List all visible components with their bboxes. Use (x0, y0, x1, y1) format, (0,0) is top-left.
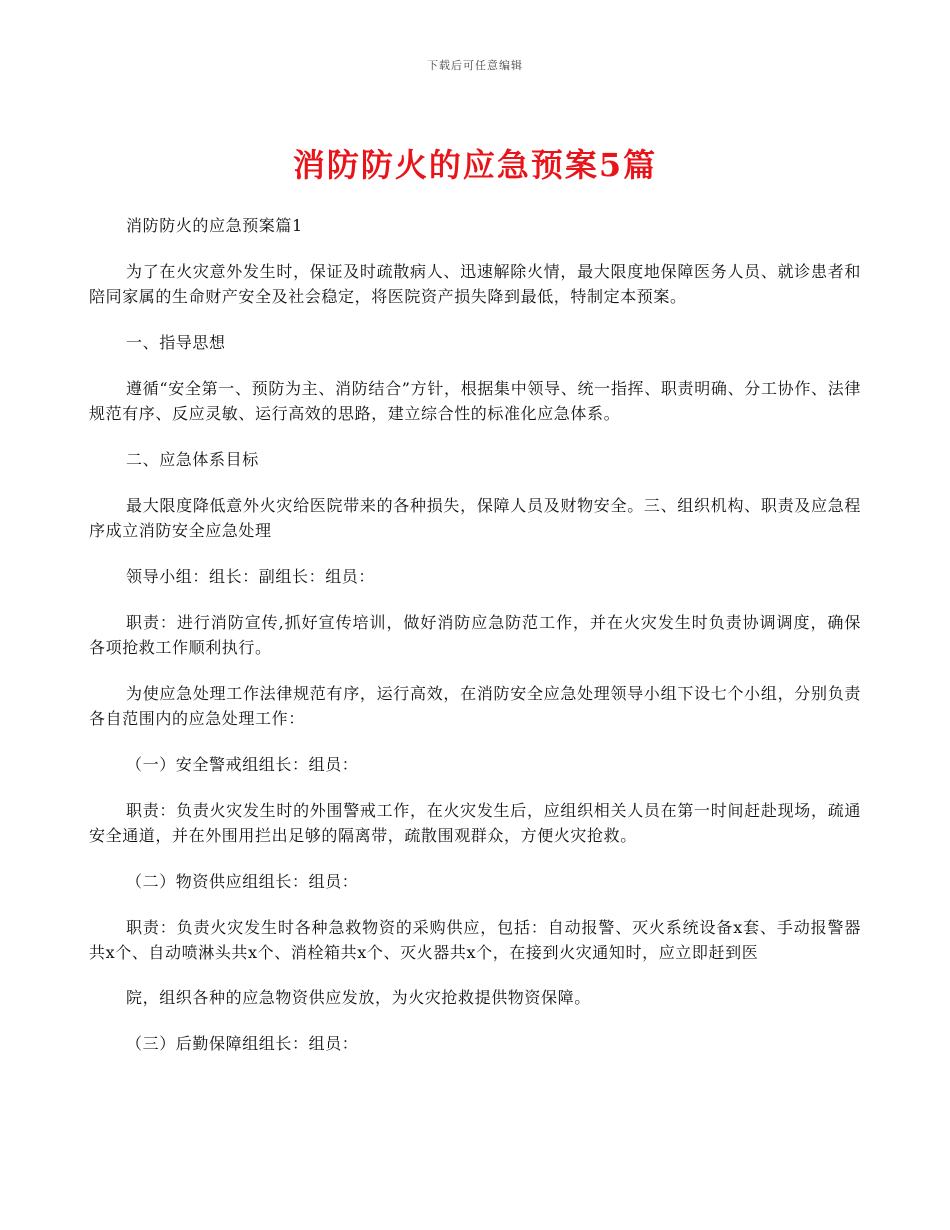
section-heading: 一、指导思想 (126, 333, 226, 352)
body-paragraph: 职责：负责火灾发生时的外围警戒工作，在火灾发生后，应组织相关人员在第一时间赶赴现场，疏通安全通道，并在外围用拦出足够的隔离带，疏散围观群众，方便火灾抢救。 (89, 801, 861, 845)
body-paragraph: 遵循“安全第一、预防为主、消防结合”方针，根据集中领导、统一指挥、职责明确、分工协作、法律规范有序、反应灵敏、运行高效的思路，建立综合性的标准化应急体系。 (89, 379, 861, 423)
section-heading: （二）物资供应组组长：组员： (126, 872, 359, 891)
body-paragraph: 职责：负责火灾发生时各种急救物资的采购供应，包括：自动报警、灭火系统设备x套、手动报警器共x个、自动喷淋头共x个、消栓箱共x个、灭火器共x个，在接到火灾通知时，应立即赶到医 (89, 918, 861, 962)
header-note: 下载后可任意编辑 (427, 59, 523, 72)
body-paragraph: 为了在火灾意外发生时，保证及时疏散病人、迅速解除火情，最大限度地保障医务人员、就诊患者和陪同家属的生命财产安全及社会稳定，将医院资产损失降到最低，特制定本预案。 (89, 262, 861, 306)
body-paragraph: 领导小组：组长：副组长：组员： (126, 567, 376, 586)
body-paragraph: 最大限度降低意外火灾给医院带来的各种损失，保障人员及财物安全。三、组织机构、职责及应急程序成立消防安全应急处理 (89, 496, 861, 540)
section-heading: 消防防火的应急预案篇1 (126, 216, 303, 235)
section-heading: 二、应急体系目标 (126, 450, 259, 469)
document-body (89, 213, 861, 1077)
document-title: 消防防火的应急预案5篇 (292, 146, 658, 184)
section-heading: （三）后勤保障组组长：组员： (126, 1034, 359, 1053)
body-paragraph: 职责：进行消防宣传,抓好宣传培训，做好消防应急防范工作，并在火灾发生时负责协调调度，确保各项抢救工作顺利执行。 (89, 613, 861, 657)
body-paragraph: 院，组织各种的应急物资供应发放，为火灾抢救提供物资保障。 (126, 988, 591, 1007)
section-heading: （一）安全警戒组组长：组员： (126, 755, 359, 774)
body-paragraph: 为使应急处理工作法律规范有序，运行高效，在消防安全应急处理领导小组下设七个小组，分别负责各自范围内的应急处理工作： (89, 684, 861, 728)
